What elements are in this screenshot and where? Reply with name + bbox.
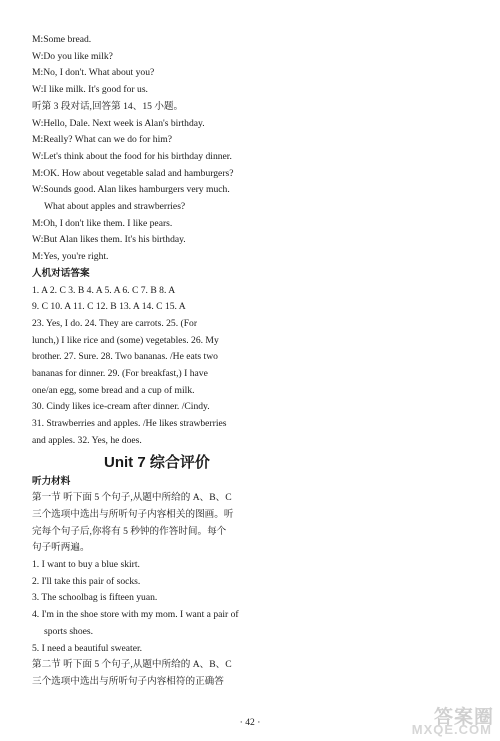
text-line: M:Yes, you're right. xyxy=(32,251,109,263)
text-line: 2. I'll take this pair of socks. xyxy=(32,575,141,587)
answer-line: lunch,) I like rice and (some) vegetables. 26. My xyxy=(32,334,219,346)
text-line: 三个选项中选出与所听句子内容相关的图画。听 xyxy=(32,508,234,520)
text-line: W:Do you like milk? xyxy=(32,50,113,62)
answer-line: 30. Cindy likes ice-cream after dinner. /Cindy. xyxy=(32,401,210,413)
text-line: W:Let's think about the food for his birthday dinner. xyxy=(32,150,232,162)
text-line: M:Some bread. xyxy=(32,34,92,45)
answer-line: and apples. 32. Yes, he does. xyxy=(32,434,142,446)
text-line: 完每个句子后,你将有 5 秒钟的作答时间。每个 xyxy=(32,525,227,537)
answer-line: 9. C 10. A 11. C 12. B 13. A 14. C 15. A xyxy=(32,301,186,313)
text-line: W:I like milk. It's good for us. xyxy=(32,84,148,96)
watermark-url: MXQE.COM xyxy=(411,722,492,737)
text-line: 听第 3 段对话,回答第 14、15 小题。 xyxy=(32,100,184,112)
text-line: What about apples and strawberries? xyxy=(44,201,186,212)
text-line: W:Sounds good. Alan likes hamburgers very much. xyxy=(32,184,230,196)
text-line: 句子听两遍。 xyxy=(32,542,90,554)
answer-line: one/an egg, some bread and a cup of milk. xyxy=(32,384,195,396)
answer-line: 23. Yes, I do. 24. They are carrots. 25. (For xyxy=(32,317,198,329)
watermark-logo: 答案圈 xyxy=(433,707,494,728)
answer-line: brother. 27. Sure. 28. Two bananas. /He eats two xyxy=(32,351,218,363)
text-line: 1. I want to buy a blue skirt. xyxy=(32,559,140,570)
text-line: M:No, I don't. What about you? xyxy=(32,67,155,79)
unit-title: Unit 7 综合评价 xyxy=(104,453,210,471)
text-line: 4. I'm in the shoe store with my mom. I want a pair of xyxy=(32,609,239,621)
text-line: M:OK. How about vegetable salad and hamburgers? xyxy=(32,167,234,179)
section-heading: 人机对话答案 xyxy=(32,267,90,279)
answer-line: 31. Strawberries and apples. /He likes strawberries xyxy=(32,418,227,430)
answer-line: bananas for dinner. 29. (For breakfast,) I have xyxy=(32,368,208,379)
page-number: · 42 · xyxy=(239,717,261,728)
text-line: M:Oh, I don't like them. I like pears. xyxy=(32,217,173,229)
text-line: sports shoes. xyxy=(44,625,94,637)
text-line: W:But Alan likes them. It's his birthday. xyxy=(32,234,186,246)
text-line: 第一节 听下面 5 个句子,从题中所给的 A、B、C xyxy=(32,492,232,504)
text-line: 5. I need a beautiful sweater. xyxy=(32,642,143,654)
text-line: 第二节 听下面 5 个句子,从题中所给的 A、B、C xyxy=(32,659,232,671)
answer-line: 1. A 2. C 3. B 4. A 5. A 6. C 7. B 8. A xyxy=(32,284,176,296)
text-line: M:Really? What can we do for him? xyxy=(32,134,172,146)
text-line: 三个选项中选出与所听句子内容相符的正确答 xyxy=(32,675,224,687)
section-heading: 听力材料 xyxy=(32,475,71,487)
text-line: 3. The schoolbag is fifteen yuan. xyxy=(32,592,158,604)
text-line: W:Hello, Dale. Next week is Alan's birthday. xyxy=(32,117,205,129)
